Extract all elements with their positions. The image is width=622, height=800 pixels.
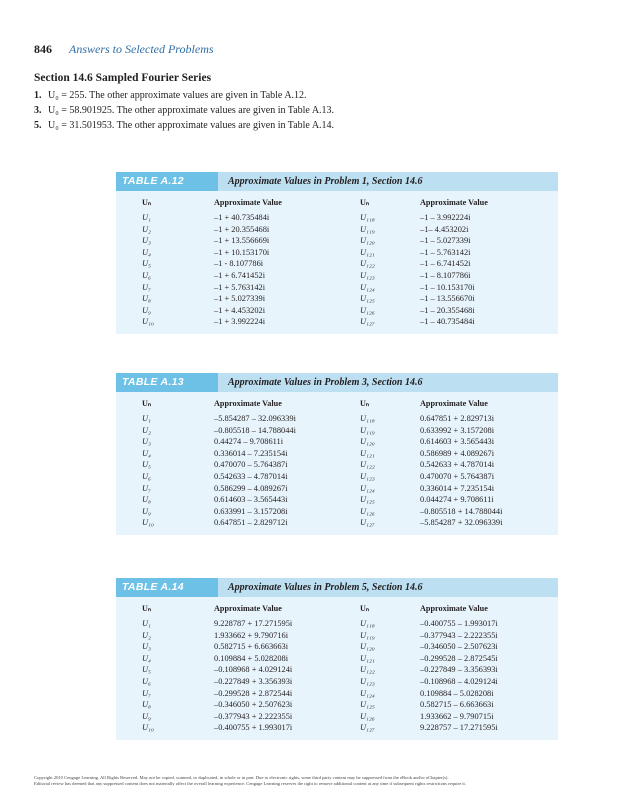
page-header	[34, 42, 214, 57]
column-header: Uₙ	[360, 604, 370, 613]
table-row	[116, 711, 558, 723]
value-cell: –1– 4.453202i	[420, 224, 469, 234]
table-row	[116, 282, 558, 294]
index-cell: U₁	[142, 619, 151, 628]
table-body	[116, 191, 558, 334]
value-cell: –0.227849 + 3.356393i	[214, 676, 293, 686]
table-a12	[116, 172, 558, 334]
table-row	[116, 293, 558, 305]
table-row	[116, 413, 558, 425]
index-cell: U₄	[142, 247, 151, 257]
value-cell: –1 – 20.355468i	[420, 305, 475, 315]
index-cell: U₆	[142, 270, 151, 280]
value-cell: 0.542633 – 4.787014i	[214, 471, 288, 481]
index-cell: U₇	[142, 282, 151, 292]
index-cell: U₁₂₇	[360, 518, 375, 528]
column-header: Approximate Value	[420, 197, 488, 207]
value-cell: –0.227849 – 3.356393i	[420, 665, 498, 675]
data-table	[116, 396, 558, 529]
index-cell: U₁	[142, 213, 151, 222]
table-row	[116, 722, 558, 734]
answer-number: 1.	[34, 90, 42, 101]
section	[34, 72, 594, 135]
index-cell: U₁₀	[142, 518, 154, 528]
index-cell: U₁₁₉	[360, 425, 375, 435]
index-cell: U₅	[142, 665, 151, 675]
value-cell: 1.933662 + 9.790716i	[214, 630, 289, 640]
index-cell: U₁₂₇	[360, 723, 375, 733]
value-cell: –0.346050 + 2.507623i	[214, 700, 293, 710]
table-row	[116, 676, 558, 688]
table-header-bar	[116, 578, 558, 597]
index-cell: U₁₁₉	[360, 224, 375, 234]
value-cell: 0.109884 – 5.028208i	[420, 688, 494, 698]
index-cell: U₁₂₆	[360, 711, 375, 721]
value-cell: 0.336014 – 7.235154i	[214, 448, 288, 458]
value-cell: 0.614603 – 3.565443i	[214, 495, 288, 505]
value-cell: –1 – 5.763142i	[420, 247, 471, 257]
index-cell: U₁₂₄	[360, 483, 375, 493]
index-cell: U₁₂₆	[360, 506, 375, 516]
column-header: Approximate Value	[420, 398, 488, 408]
value-cell: 0.582715 + 6.663663i	[214, 642, 289, 652]
table-row	[116, 688, 558, 700]
index-cell: U₁₂₀	[360, 236, 375, 246]
answer-text: U₀ = 31.501953. The other approximate values are given in Table A.14.	[48, 120, 335, 131]
column-header: Approximate Value	[214, 398, 282, 408]
index-cell: U₁₂₅	[360, 294, 375, 304]
value-cell: –1 + 4.453202i	[214, 305, 266, 315]
value-cell: –0.299528 – 2.872545i	[420, 653, 498, 663]
value-cell: 0.582715 – 6.663663i	[420, 700, 494, 710]
table-header-bar	[116, 373, 558, 392]
value-cell: –1 + 13.556669i	[214, 236, 270, 246]
table-row	[116, 630, 558, 642]
answer-item	[34, 120, 594, 131]
copyright-footer	[34, 775, 594, 787]
value-cell: 0.044274 + 9.708611i	[420, 495, 494, 505]
index-cell: U₁₂₁	[360, 448, 375, 458]
table-body	[116, 392, 558, 535]
index-cell: U₃	[142, 642, 151, 652]
index-cell: U₈	[142, 495, 151, 505]
data-table	[116, 195, 558, 328]
value-cell: –1 + 40.735484i	[214, 213, 270, 222]
table-row	[116, 494, 558, 506]
table-label: TABLE A.12	[116, 172, 218, 191]
value-cell: –0.400755 + 1.993017i	[214, 723, 293, 733]
table-row	[116, 641, 558, 653]
table-title: Approximate Values in Problem 1, Section 14.6	[228, 176, 423, 187]
footer-line: Copyright 2010 Cengage Learning. All Rights Reserved. May not be copied, scanned, or duplicated, in whole or in part. Due to electronic rights, some third party content may be suppressed from the eBook and/or eChapter(s).	[34, 775, 449, 780]
table-a14	[116, 578, 558, 740]
table-row	[116, 316, 558, 328]
value-cell: 0.633992 + 3.157208i	[420, 425, 495, 435]
index-cell: U₁₂₁	[360, 247, 375, 257]
data-table	[116, 601, 558, 734]
table-row	[116, 212, 558, 224]
value-cell: 0.633991 – 3.157208i	[214, 506, 288, 516]
index-cell: U₁₂₄	[360, 282, 375, 292]
column-header: Uₙ	[360, 198, 370, 207]
index-cell: U₂	[142, 630, 151, 640]
value-cell: 0.542633 + 4.787014i	[420, 460, 495, 470]
index-cell: U₁₂₂	[360, 665, 375, 675]
index-cell: U₁₁₈	[360, 619, 375, 628]
value-cell: –0.108968 – 4.029124i	[420, 676, 498, 686]
column-header: Approximate Value	[214, 197, 282, 207]
table-row	[116, 506, 558, 518]
value-cell: –1 + 20.355468i	[214, 224, 270, 234]
index-cell: U₇	[142, 688, 151, 698]
index-cell: U₁₂₃	[360, 676, 375, 686]
index-cell: U₆	[142, 471, 151, 481]
index-cell: U₅	[142, 259, 151, 269]
value-cell: –1 + 6.741452i	[214, 270, 266, 280]
index-cell: U₁₂₅	[360, 495, 375, 505]
answer-number: 5.	[34, 120, 42, 131]
value-cell: –5.854287 + 32.096339i	[420, 518, 503, 528]
value-cell: –0.108968 + 4.029124i	[214, 665, 293, 675]
index-cell: U₁₂₄	[360, 688, 375, 698]
index-cell: U₂	[142, 425, 151, 435]
table-label: TABLE A.14	[116, 578, 218, 597]
table-row	[116, 305, 558, 317]
answer-item	[34, 105, 594, 116]
table-row	[116, 618, 558, 630]
table-body	[116, 597, 558, 740]
table-row	[116, 425, 558, 437]
value-cell: 0.586299 – 4.089267i	[214, 483, 288, 493]
value-cell: –1 – 3.992224i	[420, 213, 471, 222]
index-cell: U₆	[142, 676, 151, 686]
table-row	[116, 471, 558, 483]
index-cell: U₁₂₂	[360, 259, 375, 269]
value-cell: –1 – 40.735484i	[420, 317, 475, 327]
answer-text: U₀ = 58.901925. The other approximate values are given in Table A.13.	[48, 105, 335, 116]
value-cell: –1 + 3.992224i	[214, 317, 266, 327]
value-cell: –0.805518 + 14.788044i	[420, 506, 503, 516]
table-row	[116, 664, 558, 676]
table-row	[116, 517, 558, 529]
index-cell: U₄	[142, 653, 151, 663]
value-cell: –1 + 10.153170i	[214, 247, 270, 257]
index-cell: U₁₂₀	[360, 642, 375, 652]
value-cell: –0.400755 – 1.993017i	[420, 619, 498, 628]
value-cell: 9.228787 + 17.271595i	[214, 619, 293, 628]
value-cell: 0.470070 – 5.764387i	[214, 460, 288, 470]
index-cell: U₁₀	[142, 317, 154, 327]
value-cell: 0.336014 + 7.235154i	[420, 483, 495, 493]
index-cell: U₁₂₆	[360, 305, 375, 315]
index-cell: U₉	[142, 711, 151, 721]
value-cell: 0.647851 – 2.829712i	[214, 518, 288, 528]
table-row	[116, 224, 558, 236]
value-cell: –1 – 13.556670i	[420, 294, 475, 304]
value-cell: 0.470070 + 5.764387i	[420, 471, 495, 481]
index-cell: U₅	[142, 460, 151, 470]
answer-text: U₀ = 255. The other approximate values are given in Table A.12.	[48, 90, 307, 101]
index-cell: U₁₁₈	[360, 213, 375, 222]
value-cell: 0.614603 + 3.565443i	[420, 437, 495, 447]
index-cell: U₂	[142, 224, 151, 234]
index-cell: U₁₂₁	[360, 653, 375, 663]
value-cell: 1.933662 – 9.790715i	[420, 711, 494, 721]
index-cell: U₈	[142, 294, 151, 304]
index-cell: U₁₁₉	[360, 630, 375, 640]
index-cell: U₉	[142, 506, 151, 516]
index-cell: U₁₂₂	[360, 460, 375, 470]
table-title: Approximate Values in Problem 5, Section 14.6	[228, 582, 423, 593]
column-header: Uₙ	[142, 399, 152, 408]
value-cell: –0.377943 + 2.222355i	[214, 711, 293, 721]
page-number: 846	[34, 42, 52, 56]
index-cell: U₁₂₅	[360, 700, 375, 710]
value-cell: 0.44274 – 9.708611i	[214, 437, 284, 447]
column-header: Approximate Value	[214, 603, 282, 613]
table-row	[116, 483, 558, 495]
value-cell: –1 – 8.107786i	[420, 270, 471, 280]
value-cell: 9.228757 – 17.271595i	[420, 723, 498, 733]
index-cell: U₄	[142, 448, 151, 458]
table-row	[116, 247, 558, 259]
footer-line: Editorial review has deemed that any suppressed content does not materially affect the overall learning experience. Cengage Learning reserves the right to remove additional content at any time if subsequent rights restrictions require it.	[34, 780, 466, 786]
value-cell: –1 – 10.153170i	[420, 282, 475, 292]
value-cell: 0.647851 + 2.829713i	[420, 414, 495, 423]
table-header-bar	[116, 172, 558, 191]
index-cell: U₁	[142, 414, 151, 423]
table-a13	[116, 373, 558, 535]
column-header: Uₙ	[360, 399, 370, 408]
section-title: Section 14.6 Sampled Fourier Series	[34, 72, 212, 84]
index-cell: U₁₂₇	[360, 317, 375, 327]
table-row	[116, 699, 558, 711]
answer-item	[34, 90, 594, 101]
index-cell: U₈	[142, 700, 151, 710]
table-title: Approximate Values in Problem 3, Section 14.6	[228, 377, 423, 388]
value-cell: –1 - 8.107786i	[214, 259, 264, 269]
table-row	[116, 436, 558, 448]
table-row	[116, 258, 558, 270]
value-cell: –0.299528 + 2.872544i	[214, 688, 293, 698]
column-header: Uₙ	[142, 198, 152, 207]
column-header: Uₙ	[142, 604, 152, 613]
value-cell: 0.109884 + 5.028208i	[214, 653, 289, 663]
value-cell: –0.377943 – 2.222355i	[420, 630, 498, 640]
index-cell: U₇	[142, 483, 151, 493]
value-cell: –0.805518 – 14.788044i	[214, 425, 296, 435]
column-header: Approximate Value	[420, 603, 488, 613]
index-cell: U₃	[142, 437, 151, 447]
index-cell: U₁₂₀	[360, 437, 375, 447]
table-row	[116, 235, 558, 247]
value-cell: –1 + 5.027339i	[214, 294, 266, 304]
table-row	[116, 459, 558, 471]
value-cell: 0.586989 + 4.089267i	[420, 448, 495, 458]
running-title: Answers to Selected Problems	[69, 42, 214, 56]
table-label: TABLE A.13	[116, 373, 218, 392]
value-cell: –0.346050 – 2.507623i	[420, 642, 498, 652]
value-cell: –1 – 5.027339i	[420, 236, 471, 246]
index-cell: U₁₂₃	[360, 270, 375, 280]
index-cell: U₃	[142, 236, 151, 246]
table-row	[116, 653, 558, 665]
value-cell: –5.854287 – 32.096339i	[214, 414, 296, 423]
index-cell: U₁₀	[142, 723, 154, 733]
index-cell: U₉	[142, 305, 151, 315]
index-cell: U₁₂₃	[360, 471, 375, 481]
value-cell: –1 – 6.741452i	[420, 259, 471, 269]
table-row	[116, 270, 558, 282]
answer-number: 3.	[34, 105, 42, 116]
index-cell: U₁₁₈	[360, 414, 375, 423]
value-cell: –1 + 5.763142i	[214, 282, 266, 292]
table-row	[116, 448, 558, 460]
